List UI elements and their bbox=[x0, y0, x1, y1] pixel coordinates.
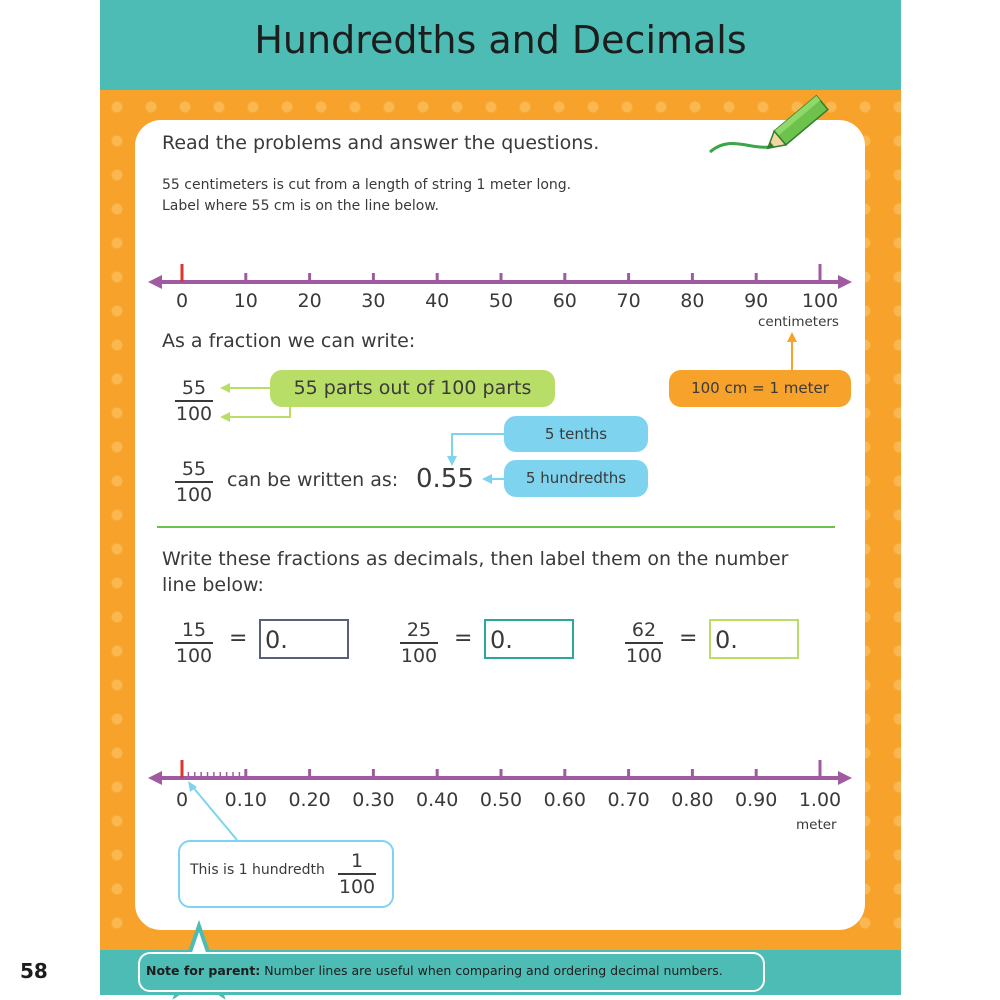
fraction-bar bbox=[175, 400, 213, 402]
tick-label: 30 bbox=[361, 290, 386, 312]
fraction-bar bbox=[175, 642, 213, 644]
decimal-answer-box[interactable]: 0. bbox=[709, 619, 799, 659]
fraction-bar bbox=[625, 642, 663, 644]
equals-sign: = bbox=[454, 626, 473, 651]
hundredths-label: 5 hundredths bbox=[504, 460, 648, 497]
fraction-bar bbox=[400, 642, 438, 644]
tick-label: 0.50 bbox=[479, 789, 523, 811]
denominator: 100 bbox=[175, 402, 213, 425]
numerator: 55 bbox=[181, 458, 207, 480]
written-as-text: can be written as: bbox=[227, 469, 399, 491]
tick-label: 0.70 bbox=[607, 789, 650, 811]
tick-label: 0.40 bbox=[416, 789, 459, 811]
exercise-heading-2: line below: bbox=[162, 574, 264, 596]
denominator: 100 bbox=[338, 875, 376, 898]
equals-sign: = bbox=[679, 626, 698, 651]
number-line-meters bbox=[148, 760, 852, 785]
fraction-55-100-second bbox=[175, 458, 213, 506]
decimal-answer-box[interactable]: 0. bbox=[484, 619, 574, 659]
numerator: 62 bbox=[631, 619, 657, 641]
axis-arrow-left bbox=[148, 275, 162, 289]
meter-arrowhead bbox=[787, 332, 797, 342]
tick-label: 0.10 bbox=[224, 789, 267, 811]
tenths-label: 5 tenths bbox=[504, 416, 648, 452]
line2-unit: meter bbox=[796, 817, 837, 833]
tick-label: 0.80 bbox=[671, 789, 714, 811]
tick-label: 40 bbox=[425, 290, 450, 312]
callout-fraction bbox=[338, 850, 376, 898]
fraction-bar bbox=[175, 481, 213, 483]
decimal-value: 0.55 bbox=[416, 464, 474, 494]
tick-label: 100 bbox=[801, 290, 839, 312]
axis-arrow-left bbox=[148, 771, 162, 785]
fraction-55-100 bbox=[175, 377, 213, 425]
tick-label: 20 bbox=[297, 290, 322, 312]
exercise-heading-1: Write these fractions as decimals, then label them on the number bbox=[162, 548, 789, 570]
hundredths-arrowhead bbox=[482, 474, 492, 484]
denominator: 100 bbox=[625, 644, 663, 667]
meter-note: 100 cm = 1 meter bbox=[669, 370, 851, 407]
number-line-centimeters bbox=[148, 264, 852, 289]
denominator: 100 bbox=[400, 644, 438, 667]
tick-label: 80 bbox=[680, 290, 705, 312]
numerator: 1 bbox=[350, 850, 364, 872]
parent-note bbox=[146, 963, 723, 978]
parts-label: 55 parts out of 100 parts bbox=[270, 370, 555, 407]
page-number: 58 bbox=[20, 959, 48, 983]
pencil-icon bbox=[710, 96, 828, 155]
tick-label: 50 bbox=[488, 290, 514, 312]
tick-label: 0 bbox=[175, 789, 189, 811]
parts-arrowheads bbox=[220, 383, 230, 422]
tick-label: 10 bbox=[233, 290, 258, 312]
tick-label: 70 bbox=[616, 290, 641, 312]
equals-sign: = bbox=[229, 626, 248, 651]
callout-text: This is 1 hundredth bbox=[190, 862, 325, 878]
tick-label: 90 bbox=[744, 290, 769, 312]
axis-arrow-right bbox=[838, 771, 852, 785]
exercise-fraction bbox=[400, 619, 438, 667]
exercise-fraction bbox=[625, 619, 663, 667]
tick-label: 60 bbox=[552, 290, 577, 312]
page-title: Hundredths and Decimals bbox=[254, 18, 747, 62]
tick-label: 0.30 bbox=[352, 789, 395, 811]
tick-label: 0.60 bbox=[543, 789, 586, 811]
denominator: 100 bbox=[175, 483, 213, 506]
tick-label: 0.20 bbox=[288, 789, 331, 811]
note-label: Note for parent: bbox=[146, 963, 261, 978]
numerator: 55 bbox=[181, 377, 207, 399]
numerator: 15 bbox=[181, 619, 207, 641]
fraction-bar bbox=[338, 873, 376, 875]
numerator: 25 bbox=[406, 619, 432, 641]
tick-label: 1.00 bbox=[798, 789, 842, 811]
line1-unit: centimeters bbox=[758, 314, 839, 330]
fraction-heading: As a fraction we can write: bbox=[162, 330, 416, 352]
tenths-arrow bbox=[452, 434, 504, 460]
instruction-text: Read the problems and answer the questions. bbox=[162, 132, 600, 154]
exercise-fraction bbox=[175, 619, 213, 667]
tick-label: 0 bbox=[175, 290, 189, 312]
problem-line-2: Label where 55 cm is on the line below. bbox=[162, 198, 439, 214]
decimal-answer-box[interactable]: 0. bbox=[259, 619, 349, 659]
axis-arrow-right bbox=[838, 275, 852, 289]
tick-label: 0.90 bbox=[735, 789, 778, 811]
note-body: Number lines are useful when comparing and ordering decimal numbers. bbox=[264, 963, 723, 978]
denominator: 100 bbox=[175, 644, 213, 667]
problem-line-1: 55 centimeters is cut from a length of string 1 meter long. bbox=[162, 177, 572, 193]
